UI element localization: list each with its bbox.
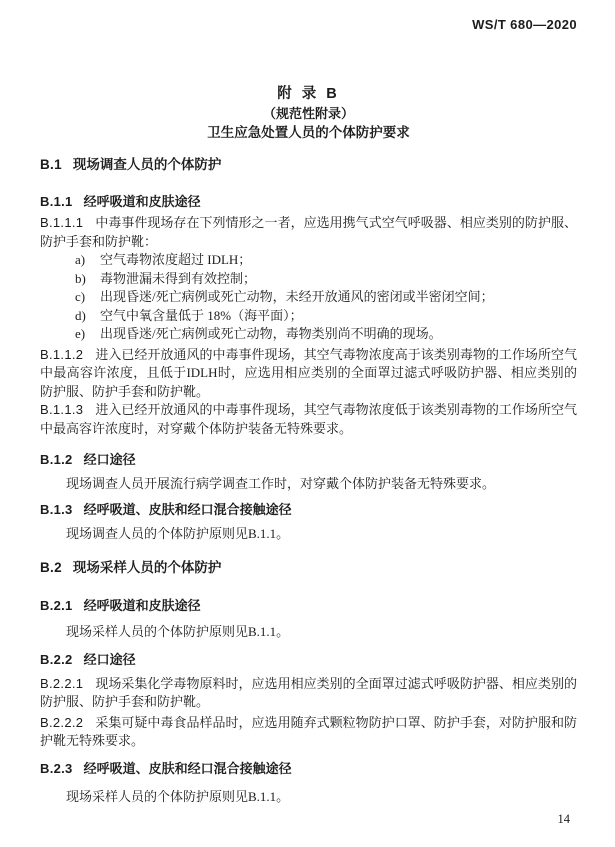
clause-text: 中毒事件现场存在下列情形之一者，应选用携气式空气呼吸器、相应类别的防护服、防护手套和防护靴：: [40, 215, 577, 249]
clause-number: B.2.1: [40, 598, 73, 613]
clause-number: B.1: [40, 157, 62, 172]
clause-b1-1-2-paragraph: [40, 346, 577, 402]
page-number: 14: [557, 812, 570, 826]
section-b1-2-heading: [40, 453, 577, 467]
clause-number: B.2.2.2: [40, 714, 84, 730]
list-item-text: 毒物泄漏未得到有效控制；: [100, 270, 257, 286]
clause-number: B.2: [40, 560, 62, 575]
section-b2-1-heading: [40, 599, 577, 613]
section-b1-3-heading: [40, 503, 577, 517]
clause-title: 经口途径: [83, 452, 136, 467]
clause-b1-1-3-paragraph: [40, 401, 577, 438]
clause-number: B.1.2: [40, 452, 73, 467]
appendix-title-line1: 附 录 B: [277, 86, 340, 102]
list-marker: d): [75, 307, 86, 323]
appendix-title-block: [40, 85, 577, 142]
section-b2-2-heading: [40, 653, 577, 667]
clause-title: 现场采样人员的个体防护: [72, 560, 222, 575]
list-item: [40, 325, 577, 344]
clause-text: 采集可疑中毒食品样品时，应选用随弃式颗粒物防护口罩、防护手套，对防护服和防护靴无特殊要求。: [40, 714, 577, 748]
clause-number: B.2.2.1: [40, 675, 84, 691]
clause-b2-2-1-paragraph: [40, 675, 577, 712]
clause-number: B.2.2: [40, 651, 73, 667]
section-b1-1-heading: [40, 195, 577, 209]
section-b2-3-heading: [40, 762, 577, 776]
clause-number: B.1.1.3: [40, 402, 84, 417]
list-item-text: 出现昏迷/死亡病例或死亡动物，毒物类别尚不明确的现场。: [100, 326, 442, 341]
list-marker: c): [75, 289, 86, 304]
condition-list: [40, 251, 577, 344]
clause-title: 经口途径: [83, 651, 136, 667]
clause-b1-2-paragraph: 现场调查人员开展流行病学调查工作时，对穿戴个体防护装备无特殊要求。: [66, 476, 496, 491]
clause-b2-1-paragraph: 现场采样人员的个体防护原则见B.1.1。: [66, 624, 290, 639]
clause-title: 经呼吸道和皮肤途径: [83, 194, 201, 209]
clause-b2-3-paragraph: 现场采样人员的个体防护原则见B.1.1。: [66, 788, 290, 804]
list-marker: b): [75, 270, 86, 286]
appendix-title-line2: （规范性附录）: [262, 106, 354, 121]
page-content: [40, 0, 577, 806]
list-marker: e): [75, 326, 86, 341]
clause-title: 现场调查人员的个体防护: [72, 157, 222, 172]
list-item: [40, 251, 577, 270]
clause-text: 进入已经开放通风的中毒事件现场，其空气毒物浓度高于该类别毒物的工作场所空气中最高容许浓度，且低于IDLH时，应选用相应类别的全面罩过滤式呼吸防护器、相应类别的防护服、防护手套和防护靴。: [40, 346, 577, 399]
clause-number: B.1.1.1: [40, 215, 84, 230]
clause-b1-3-paragraph: 现场调查人员的个体防护原则见B.1.1。: [66, 525, 290, 541]
list-item-text: 空气毒物浓度超过 IDLH；: [100, 252, 252, 267]
appendix-title-line3: 卫生应急处置人员的个体防护要求: [207, 125, 410, 140]
clause-number: B.1.3: [40, 501, 73, 517]
list-item: [40, 307, 577, 326]
clause-title: 经呼吸道、皮肤和经口混合接触途径: [83, 760, 292, 776]
clause-b1-1-1-paragraph: [40, 214, 577, 251]
clause-text: 现场采集化学毒物原料时，应选用相应类别的全面罩过滤式呼吸防护器、相应类别的防护服、防护手套和防护靴。: [40, 675, 577, 709]
clause-number: B.2.3: [40, 760, 73, 776]
list-marker: a): [75, 252, 86, 267]
clause-number: B.1.1: [40, 194, 73, 209]
clause-title: 经呼吸道和皮肤途径: [83, 598, 201, 613]
list-item-text: 出现昏迷/死亡病例或死亡动物，未经开放通风的密闭或半密闭空间；: [100, 289, 494, 304]
section-b2-heading: [40, 561, 577, 575]
list-item-text: 空气中氧含量低于 18%（海平面）；: [100, 307, 303, 323]
section-b1-heading: [40, 158, 577, 172]
standard-code: WS/T 680—2020: [472, 17, 577, 32]
clause-title: 经呼吸道、皮肤和经口混合接触途径: [83, 501, 292, 517]
clause-text: 进入已经开放通风的中毒事件现场，其空气毒物浓度低于该类别毒物的工作场所空气中最高容许浓度时，对穿戴个体防护装备无特殊要求。: [40, 402, 577, 436]
clause-number: B.1.1.2: [40, 346, 84, 362]
clause-b2-2-2-paragraph: [40, 714, 577, 751]
list-item: [40, 270, 577, 289]
list-item: [40, 288, 577, 307]
